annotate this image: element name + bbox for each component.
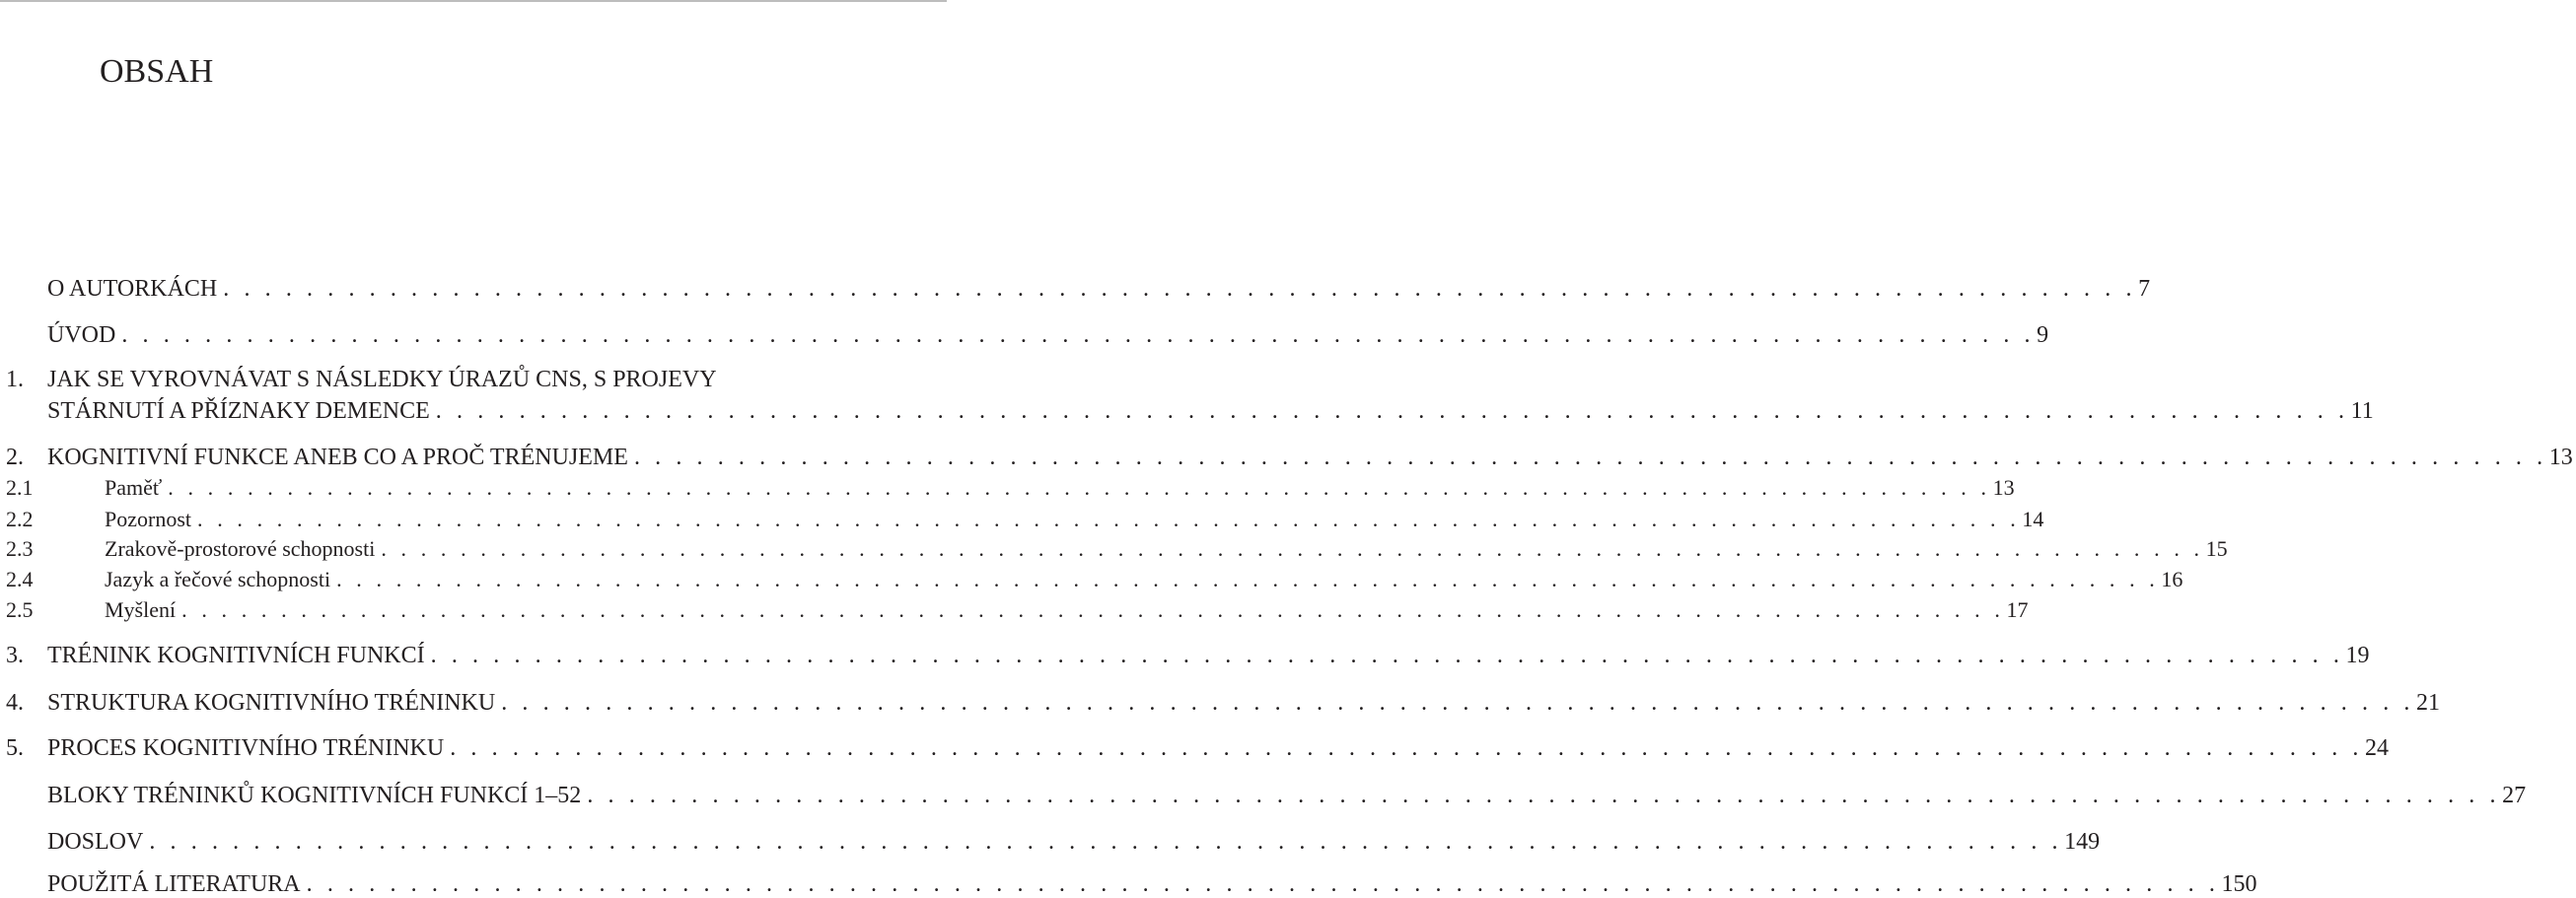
toc-section-number: 2.4 [6, 567, 34, 591]
dot-leader: . . . . . . . . . . . . . . . . . . . . . . . . . . . . . . . . . . . . . . . . . . . . . . . . . . . . . . . . . . . . . . . . . . . . . . . . . . . . . . . . . . . . . . . . . . . . [336, 567, 2160, 591]
toc-page-number: 27 [2502, 783, 2527, 808]
toc-entry-title: KOGNITIVNÍ FUNKCE ANEB CO A PROČ TRÉNUJEME [47, 445, 628, 470]
toc-section-number: 2.5 [6, 597, 34, 622]
toc-page-number: 149 [2064, 829, 2101, 855]
toc-entry-chapter-1-line1[interactable] [0, 366, 947, 393]
toc-page-number: 16 [2161, 567, 2183, 591]
toc-entry-chapter-4[interactable] [0, 689, 2441, 717]
dot-leader: . . . . . . . . . . . . . . . . . . . . . . . . . . . . . . . . . . . . . . . . . . . . . . . . . . . . . . . . . . . . . . . . . . . . . . . . . . . . . . . . . . . . . . . . . . . . [435, 398, 2349, 424]
dot-leader: . . . . . . . . . . . . . . . . . . . . . . . . . . . . . . . . . . . . . . . . . . . . . . . . . . . . . . . . . . . . . . . . . . . . . . . . . . . . . . . . . . . . . . . . . . . . [223, 276, 2137, 302]
toc-entry-title: POUŽITÁ LITERATURA [47, 871, 301, 897]
toc-page-number: 17 [2006, 597, 2029, 622]
dot-leader: . . . . . . . . . . . . . . . . . . . . . . . . . . . . . . . . . . . . . . . . . . . . . . . . . . . . . . . . . . . . . . . . . . . . . . . . . . . . . . . . . . . . . . . . . . . . [168, 475, 1991, 500]
toc-chapter-number: 5. [6, 735, 24, 761]
toc-entry-section-2-2[interactable] [0, 506, 2044, 533]
toc-section-number: 2.1 [6, 475, 34, 500]
dot-leader: . . . . . . . . . . . . . . . . . . . . . . . . . . . . . . . . . . . . . . . . . . . . . . . . . . . . . . . . . . . . . . . . . . . . . . . . . . . . . . . . . . . . . . . . . . . . [450, 735, 2364, 761]
dot-leader: . . . . . . . . . . . . . . . . . . . . . . . . . . . . . . . . . . . . . . . . . . . . . . . . . . . . . . . . . . . . . . . . . . . . . . . . . . . . . . . . . . . . . . . . . . . . [197, 507, 2021, 531]
toc-chapter-number: 4. [6, 690, 24, 716]
dot-leader: . . . . . . . . . . . . . . . . . . . . . . . . . . . . . . . . . . . . . . . . . . . . . . . . . . . . . . . . . . . . . . . . . . . . . . . . . . . . . . . . . . . . . . . . . . . . [501, 690, 2415, 716]
toc-page-number: 14 [2022, 507, 2044, 531]
dot-leader: . . . . . . . . . . . . . . . . . . . . . . . . . . . . . . . . . . . . . . . . . . . . . . . . . . . . . . . . . . . . . . . . . . . . . . . . . . . . . . . . . . . . . . . . . . . . [381, 536, 2204, 561]
toc-entry-title: TRÉNINK KOGNITIVNÍCH FUNKCÍ [47, 643, 425, 668]
toc-chapter-number: 1. [6, 367, 24, 392]
toc-page-number: 150 [2221, 871, 2257, 897]
toc-page-number: 9 [2037, 322, 2049, 348]
toc-entry-title: Jazyk a řečové schopnosti [105, 567, 331, 591]
dot-leader: . . . . . . . . . . . . . . . . . . . . . . . . . . . . . . . . . . . . . . . . . . . . . . . . . . . . . . . . . . . . . . . . . . . . . . . . . . . . . . . . . . . . . . . . . . . . [121, 322, 2036, 348]
toc-entry-about[interactable] [0, 275, 2151, 303]
toc-page-number: 11 [2350, 398, 2374, 424]
dot-leader: . . . . . . . . . . . . . . . . . . . . . . . . . . . . . . . . . . . . . . . . . . . . . . . . . . . . . . . . . . . . . . . . . . . . . . . . . . . . . . . . . . . . . . . . . . . . [181, 597, 2005, 622]
toc-entry-title: JAK SE VYROVNÁVAT S NÁSLEDKY ÚRAZŮ CNS, S PROJEVY [47, 367, 717, 392]
toc-entry-chapter-5[interactable] [0, 734, 2390, 762]
toc-entry-chapter-3[interactable] [0, 642, 2370, 669]
toc-entry-title: BLOKY TRÉNINKŮ KOGNITIVNÍCH FUNKCÍ 1–52 [47, 783, 582, 808]
toc-entry-title: STÁRNUTÍ A PŘÍZNAKY DEMENCE [47, 398, 430, 424]
toc-chapter-number: 3. [6, 643, 24, 668]
toc-entry-title: Zrakově-prostorové schopnosti [105, 536, 376, 561]
toc-entry-section-2-1[interactable] [0, 474, 2015, 502]
page-title: OBSAH [100, 52, 214, 90]
toc-entry-chapter-1-line2[interactable] [0, 397, 2374, 425]
toc-page-number: 24 [2365, 735, 2390, 761]
toc-entry-title: ÚVOD [47, 322, 116, 348]
toc-entry-blocks[interactable] [0, 782, 2527, 809]
toc-page-number: 19 [2345, 643, 2370, 668]
dot-leader: . . . . . . . . . . . . . . . . . . . . . . . . . . . . . . . . . . . . . . . . . . . . . . . . . . . . . . . . . . . . . . . . . . . . . . . . . . . . . . . . . . . . . . . . . . . . [149, 829, 2063, 855]
toc-chapter-number: 2. [6, 445, 24, 470]
toc-entry-literature[interactable] [0, 870, 2257, 898]
dot-leader: . . . . . . . . . . . . . . . . . . . . . . . . . . . . . . . . . . . . . . . . . . . . . . . . . . . . . . . . . . . . . . . . . . . . . . . . . . . . . . . . . . . . . . . . . . . . [430, 643, 2344, 668]
toc-entry-title: PROCES KOGNITIVNÍHO TRÉNINKU [47, 735, 445, 761]
toc-entry-section-2-5[interactable] [0, 596, 2029, 624]
toc-entry-title: DOSLOV [47, 829, 144, 855]
toc-entry-section-2-4[interactable] [0, 566, 2183, 593]
toc-page-number: 21 [2416, 690, 2441, 716]
toc-page-number: 15 [2205, 536, 2228, 561]
toc-entry-title: Paměť [105, 475, 163, 500]
toc-entry-title: STRUKTURA KOGNITIVNÍHO TRÉNINKU [47, 690, 496, 716]
dot-leader: . . . . . . . . . . . . . . . . . . . . . . . . . . . . . . . . . . . . . . . . . . . . . . . . . . . . . . . . . . . . . . . . . . . . . . . . . . . . . . . . . . . . . . . . . . . . [587, 783, 2501, 808]
toc-entry-epilogue[interactable] [0, 828, 2101, 856]
toc-page-number: 13 [1992, 475, 2015, 500]
dot-leader: . . . . . . . . . . . . . . . . . . . . . . . . . . . . . . . . . . . . . . . . . . . . . . . . . . . . . . . . . . . . . . . . . . . . . . . . . . . . . . . . . . . . . . . . . . . . [633, 445, 2547, 470]
top-rule [0, 0, 947, 2]
toc-entry-section-2-3[interactable] [0, 535, 2228, 563]
toc-page-number: 7 [2138, 276, 2151, 302]
toc-entry-title: Myšlení [105, 597, 177, 622]
toc-page-number: 13 [2548, 445, 2573, 470]
toc-section-number: 2.3 [6, 536, 34, 561]
toc-entry-chapter-2[interactable] [0, 444, 2573, 471]
toc-entry-intro[interactable] [0, 321, 2049, 349]
toc-entry-title: Pozornost [105, 507, 191, 531]
toc-section-number: 2.2 [6, 507, 34, 531]
dot-leader: . . . . . . . . . . . . . . . . . . . . . . . . . . . . . . . . . . . . . . . . . . . . . . . . . . . . . . . . . . . . . . . . . . . . . . . . . . . . . . . . . . . . . . . . . . . . [306, 871, 2220, 897]
toc-entry-title: O AUTORKÁCH [47, 276, 218, 302]
